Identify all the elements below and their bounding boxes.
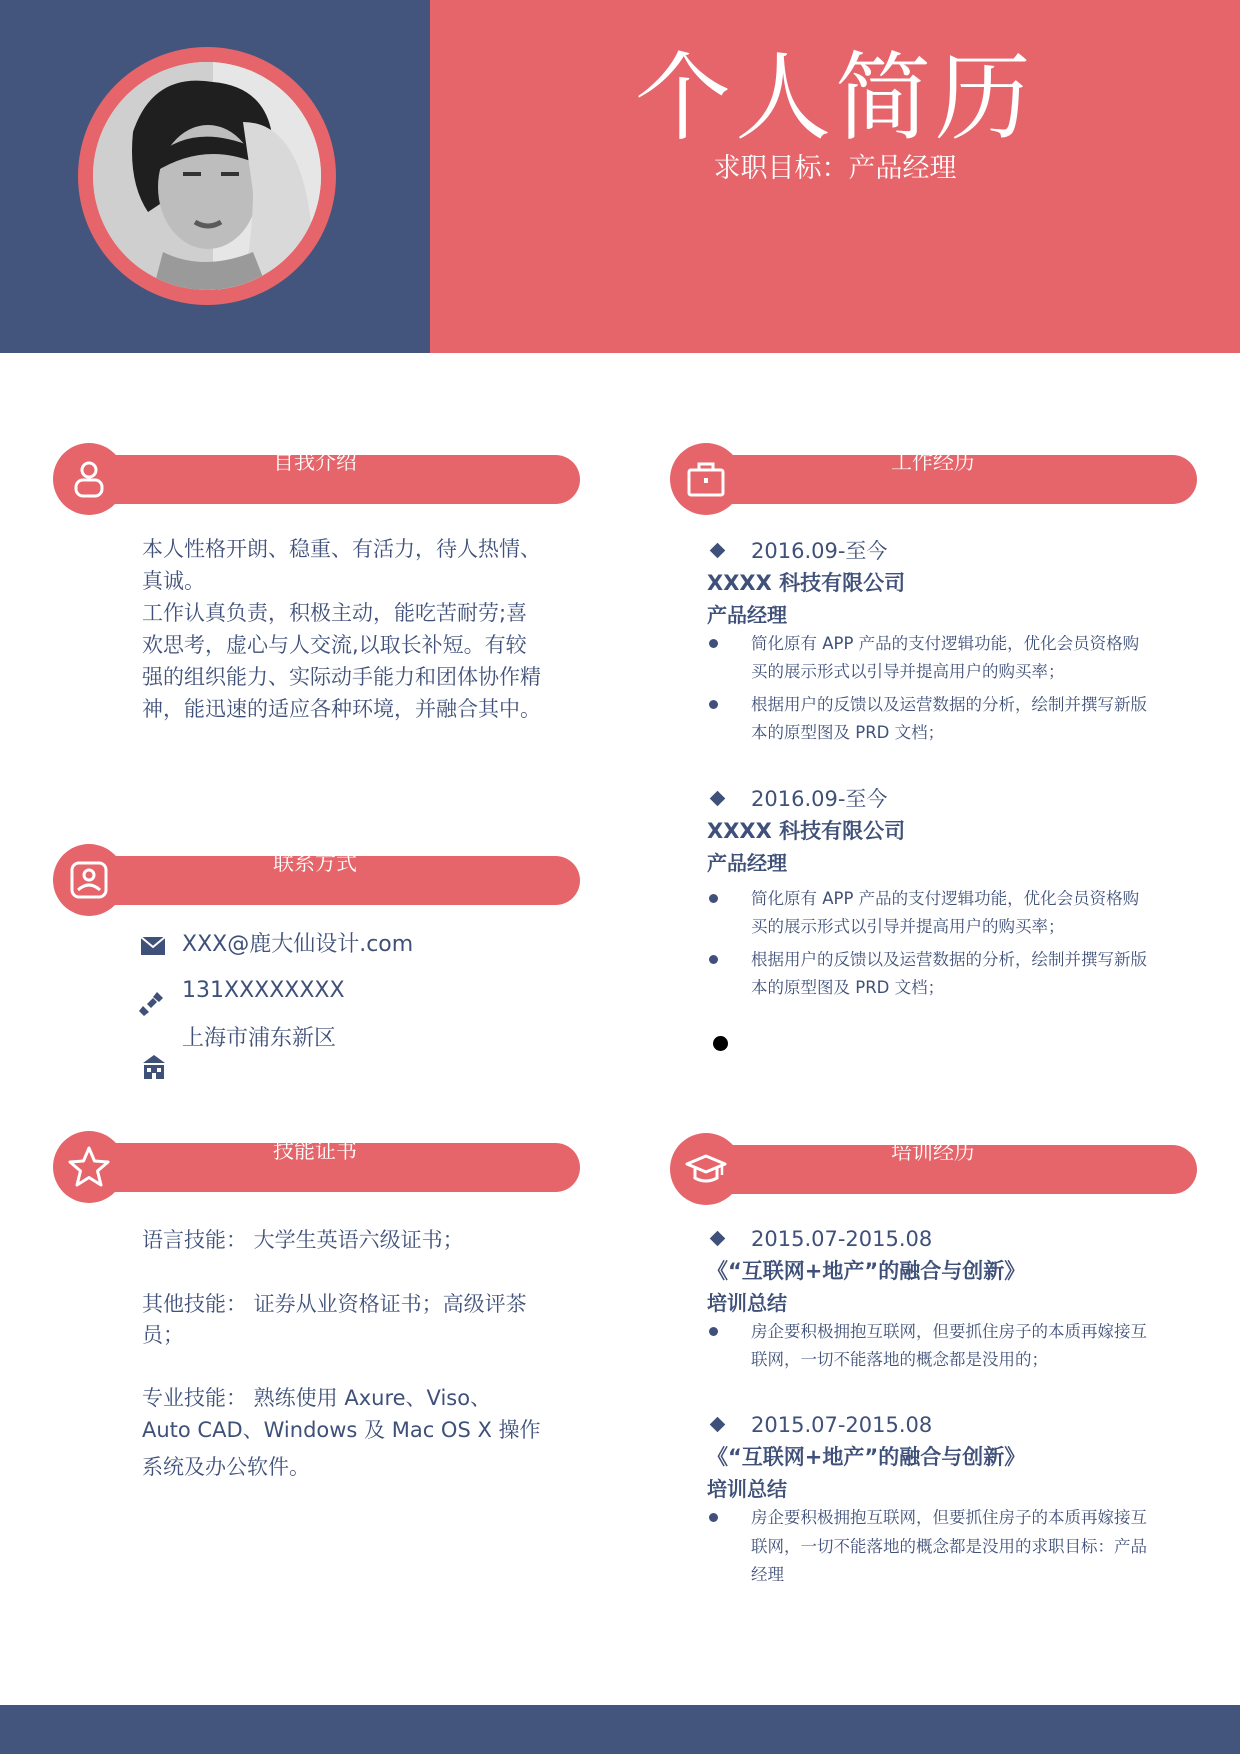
work-role: 产品经理 — [707, 851, 787, 875]
page-title: 个人简历 — [635, 42, 1035, 154]
training-course: 《“互联网+地产”的融合与创新》 — [707, 1259, 1026, 1283]
section-badge-skills — [53, 1131, 125, 1203]
job-objective: 求职目标：产品经理 — [713, 153, 957, 184]
training-summary-label: 培训总结 — [707, 1477, 787, 1501]
portrait-image — [93, 62, 321, 290]
entry-marker — [710, 791, 726, 807]
skill-pro-line3: 系统及办公软件。 — [142, 1455, 310, 1479]
training-date: 2015.07-2015.08 — [751, 1227, 933, 1251]
bullet-dot — [709, 1327, 718, 1336]
skill-language: 语言技能： 大学生英语六级证书； — [142, 1228, 464, 1252]
work-bullet-line: 买的展示形式以引导并提高用户的购买率； — [751, 917, 1065, 936]
intro-line: 强的组织能力、实际动手能力和团体协作精 — [142, 665, 541, 689]
intro-line: 真诚。 — [142, 569, 205, 593]
skill-other-line1: 其他技能： 证券从业资格证书；高级评茶 — [142, 1292, 527, 1316]
intro-text — [142, 533, 562, 725]
intro-line: 欢思考，虚心与人交流,以取长补短。有较 — [142, 633, 527, 657]
graduation-cap-icon — [684, 1147, 728, 1191]
empty-bullet-dot — [713, 1036, 728, 1051]
work-bullet-line: 简化原有 APP 产品的支付逻辑功能，优化会员资格购 — [751, 889, 1140, 908]
work-role: 产品经理 — [707, 603, 787, 627]
intro-line: 本人性格开朗、稳重、有活力，待人热情、 — [142, 537, 541, 561]
work-bullet-line: 本的原型图及 PRD 文档； — [751, 723, 945, 742]
training-bullet-line: 房企要积极拥抱互联网，但要抓住房子的本质再嫁接互 — [751, 1508, 1147, 1527]
skill-pro-line2: Auto CAD、Windows 及 Mac OS X 操作 — [142, 1418, 541, 1442]
training-course: 《“互联网+地产”的融合与创新》 — [707, 1445, 1026, 1469]
section-badge-intro — [53, 443, 125, 515]
training-bullet-line: 联网，一切不能落地的概念都是没用的； — [751, 1350, 1048, 1369]
skill-other-line2: 员； — [142, 1323, 184, 1347]
training-bullet-line: 联网，一切不能落地的概念都是没用的求职目标：产品 — [751, 1537, 1147, 1556]
training-bullet-line: 房企要积极拥抱互联网，但要抓住房子的本质再嫁接互 — [751, 1322, 1147, 1341]
entry-marker — [710, 543, 726, 559]
work-bullet-line: 简化原有 APP 产品的支付逻辑功能，优化会员资格购 — [751, 634, 1140, 653]
section-title-work: 工作经历 — [891, 450, 975, 474]
entry-marker — [710, 1231, 726, 1247]
contact-phone: 131XXXXXXXX — [182, 978, 345, 1003]
bullet-dot — [709, 894, 718, 903]
bullet-dot — [709, 639, 718, 648]
intro-line: 工作认真负责，积极主动，能吃苦耐劳;喜 — [142, 601, 528, 625]
training-date: 2015.07-2015.08 — [751, 1413, 933, 1437]
section-title-skills: 技能证书 — [273, 1139, 357, 1163]
work-company: XXXX 科技有限公司 — [707, 571, 906, 595]
skill-pro-line1: 专业技能： 熟练使用 Axure、Viso、 — [142, 1386, 492, 1410]
person-icon — [67, 457, 111, 501]
work-company: XXXX 科技有限公司 — [707, 819, 906, 843]
work-bullet-line: 买的展示形式以引导并提高用户的购买率； — [751, 662, 1065, 681]
section-badge-work — [670, 443, 742, 515]
work-bullet-line: 本的原型图及 PRD 文档； — [751, 978, 945, 997]
section-title-contact: 联系方式 — [273, 851, 357, 875]
profile-photo — [93, 62, 321, 290]
training-summary-label: 培训总结 — [707, 1291, 787, 1315]
bullet-dot — [709, 700, 718, 709]
training-bullet-line: 经理 — [751, 1565, 784, 1584]
section-title-intro: 自我介绍 — [273, 450, 357, 474]
work-bullet-line: 根据用户的反馈以及运营数据的分析，绘制并撰写新版 — [751, 695, 1147, 714]
contact-address: 上海市浦东新区 — [182, 1026, 337, 1051]
section-title-training: 培训经历 — [891, 1140, 975, 1164]
email-icon — [139, 932, 167, 960]
bullet-dot — [709, 955, 718, 964]
work-date: 2016.09-至今 — [751, 539, 888, 563]
bullet-dot — [709, 1513, 718, 1522]
contact-email: XXX@鹿大仙设计.com — [182, 932, 414, 957]
profile-photo-frame — [78, 47, 336, 305]
star-icon — [67, 1145, 111, 1189]
entry-marker — [710, 1417, 726, 1433]
section-badge-contact — [53, 844, 125, 916]
briefcase-icon — [684, 457, 728, 501]
footer-bar — [0, 1705, 1240, 1754]
section-badge-training — [670, 1133, 742, 1205]
intro-line: 神，能迅速的适应各种环境，并融合其中。 — [142, 697, 541, 721]
work-bullet-line: 根据用户的反馈以及运营数据的分析，绘制并撰写新版 — [751, 950, 1147, 969]
contact-card-icon — [67, 858, 111, 902]
work-date: 2016.09-至今 — [751, 787, 888, 811]
phone-icon — [137, 990, 165, 1018]
building-icon — [140, 1053, 168, 1081]
